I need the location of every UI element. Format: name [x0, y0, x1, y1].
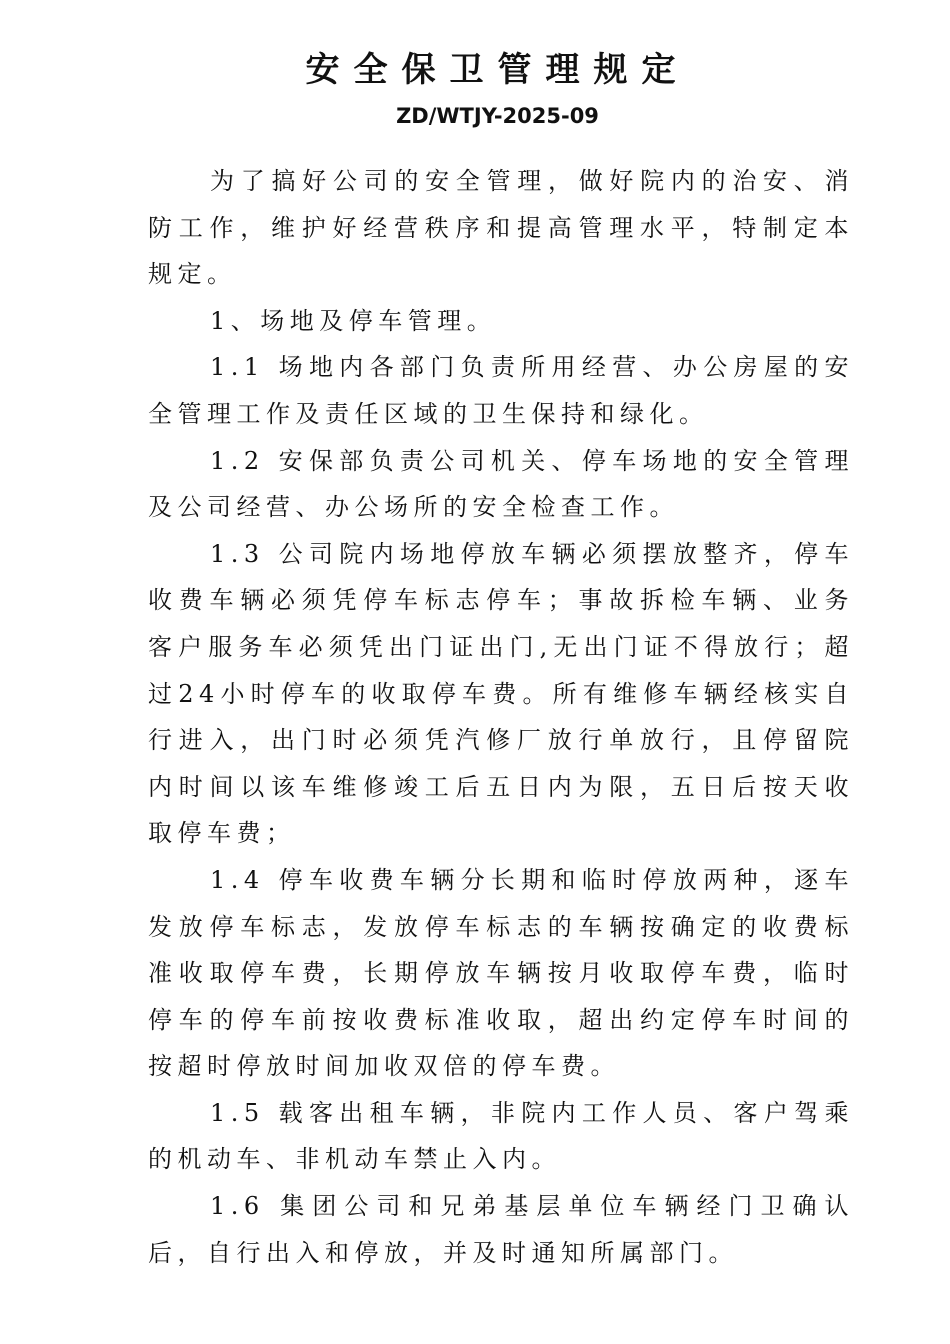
clause-1-4: 1.4 停车收费车辆分长期和临时停放两种，逐车发放停车标志，发放停车标志的车辆按确定的收费标准收取停车费，长期停放车辆按月收取停车费，临时停车的停车前按收费标准收取，超出约定停车时间的按超时停放时间加收双倍的停车费。	[148, 865, 854, 1081]
section-heading-1: 1、场地及停车管理。	[210, 306, 497, 335]
clause-1-6: 1.6 集团公司和兄弟基层单位车辆经门卫确认后，自行出入和停放，并及时通知所属部门。	[148, 1192, 854, 1267]
clause-1-1: 1.1 场地内各部门负责所用经营、办公房屋的安全管理工作及责任区域的卫生保持和绿化。	[148, 353, 854, 428]
clause-1-2: 1.2 安保部负责公司机关、停车场地的安全管理及公司经营、办公场所的安全检查工作。	[148, 446, 854, 522]
document-code: ZD/WTJY-2025-09	[396, 104, 599, 128]
document-title: 安全保卫管理规定	[305, 50, 690, 90]
clause-1-5: 1.5 载客出租车辆，非院内工作人员、客户驾乘的机动车、非机动车禁止入内。	[148, 1098, 854, 1174]
paragraph-intro: 为了搞好公司的安全管理，做好院内的治安、消防工作，维护好经营秩序和提高管理水平，特制定本规定。	[148, 167, 854, 289]
clause-1-3: 1.3 公司院内场地停放车辆必须摆放整齐，停车收费车辆必须凭停车标志停车；事故拆检车辆、业务客户服务车必须凭出门证出门,无出门证不得放行；超过24小时停车的收取停车费。所有维修车辆经核实自行进入，出门时必须凭汽修厂放行单放行，且停留院内时间以该车维修竣工后五日内为限，五日后按天收取停车费；	[148, 539, 854, 848]
document-body	[148, 158, 854, 1276]
